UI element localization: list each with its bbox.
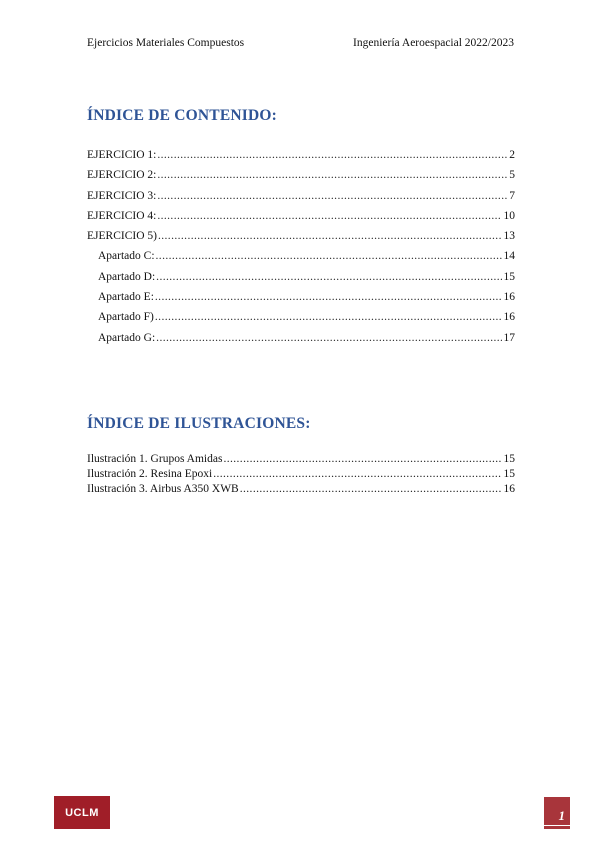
dot-leader (158, 230, 502, 242)
toc-entry-page: 5 (509, 169, 515, 182)
toc-entry-label: Apartado E: (98, 291, 154, 304)
toc-entry-label: Apartado F) (98, 311, 154, 324)
dot-leader (223, 453, 501, 465)
toc-entry-page: 14 (503, 250, 515, 263)
figure-entry-3[interactable] (87, 483, 515, 498)
toc-entry-ejercicio-4[interactable] (87, 210, 515, 230)
figure-entry-label: Ilustración 1. Grupos Amidas (87, 453, 223, 465)
toc-entry-page: 2 (509, 149, 515, 161)
toc-entry-label: EJERCICIO 1: (87, 149, 157, 161)
dot-leader (157, 210, 501, 222)
page-number-underline (544, 825, 570, 826)
dot-leader (157, 149, 507, 161)
toc-entry-label: Apartado C: (98, 250, 155, 263)
figure-entry-label: Ilustración 3. Airbus A350 XWB (87, 483, 239, 496)
toc-heading: ÍNDICE DE CONTENIDO: (87, 107, 278, 124)
toc-entry-label: EJERCICIO 4: (87, 209, 157, 222)
university-logo (54, 796, 110, 829)
toc-entry-page: 15 (503, 270, 515, 283)
page-number-box (544, 797, 570, 829)
toc-entry-label: EJERCICIO 2: (87, 169, 157, 182)
toc-entry-ejercicio-3[interactable] (87, 190, 515, 210)
figure-entry-label: Ilustración 2. Resina Epoxi (87, 468, 213, 481)
figure-entry-page: 15 (503, 453, 515, 465)
header-course-title: Ingeniería Aeroespacial 2022/2023 (353, 37, 514, 49)
toc-entry-label: Apartado D: (98, 270, 156, 283)
toc-entry-page: 7 (509, 189, 515, 202)
dot-leader (156, 271, 501, 283)
dot-leader (240, 483, 502, 495)
dot-leader (157, 190, 507, 202)
toc-entry-page: 16 (503, 291, 515, 304)
dot-leader (155, 291, 502, 303)
toc-entry-label: EJERCICIO 3: (87, 189, 157, 202)
figure-entry-2[interactable] (87, 468, 515, 483)
toc-entry-page: 13 (503, 230, 515, 243)
toc-entry-apartado-f[interactable] (87, 311, 515, 331)
dot-leader (156, 250, 502, 262)
toc-entry-ejercicio-2[interactable] (87, 169, 515, 189)
toc-entry-ejercicio-5[interactable] (87, 230, 515, 250)
toc-entry-label: Apartado G: (98, 331, 156, 344)
figures-index (87, 453, 515, 499)
toc-entry-page: 16 (503, 311, 515, 324)
table-of-contents (87, 149, 515, 352)
toc-entry-page: 17 (503, 331, 515, 344)
toc-entry-apartado-c[interactable] (87, 250, 515, 270)
page-number: 1 (558, 808, 565, 823)
figure-entry-page: 15 (503, 468, 515, 481)
figure-entry-1[interactable] (87, 453, 515, 468)
toc-entry-apartado-d[interactable] (87, 271, 515, 291)
dot-leader (213, 468, 501, 480)
toc-entry-apartado-g[interactable] (87, 332, 515, 352)
dot-leader (155, 311, 502, 323)
toc-entry-page: 10 (503, 209, 515, 222)
toc-entry-apartado-e[interactable] (87, 291, 515, 311)
dot-leader (156, 332, 501, 344)
figure-entry-page: 16 (503, 483, 515, 496)
toc-entry-ejercicio-1[interactable] (87, 149, 515, 169)
dot-leader (157, 169, 507, 181)
header-document-title: Ejercicios Materiales Compuestos (87, 37, 245, 49)
toc-entry-label: EJERCICIO 5) (87, 230, 157, 243)
logo-wordmark: UCLM (65, 806, 99, 819)
figures-index-heading: ÍNDICE DE ILUSTRACIONES: (87, 415, 311, 432)
